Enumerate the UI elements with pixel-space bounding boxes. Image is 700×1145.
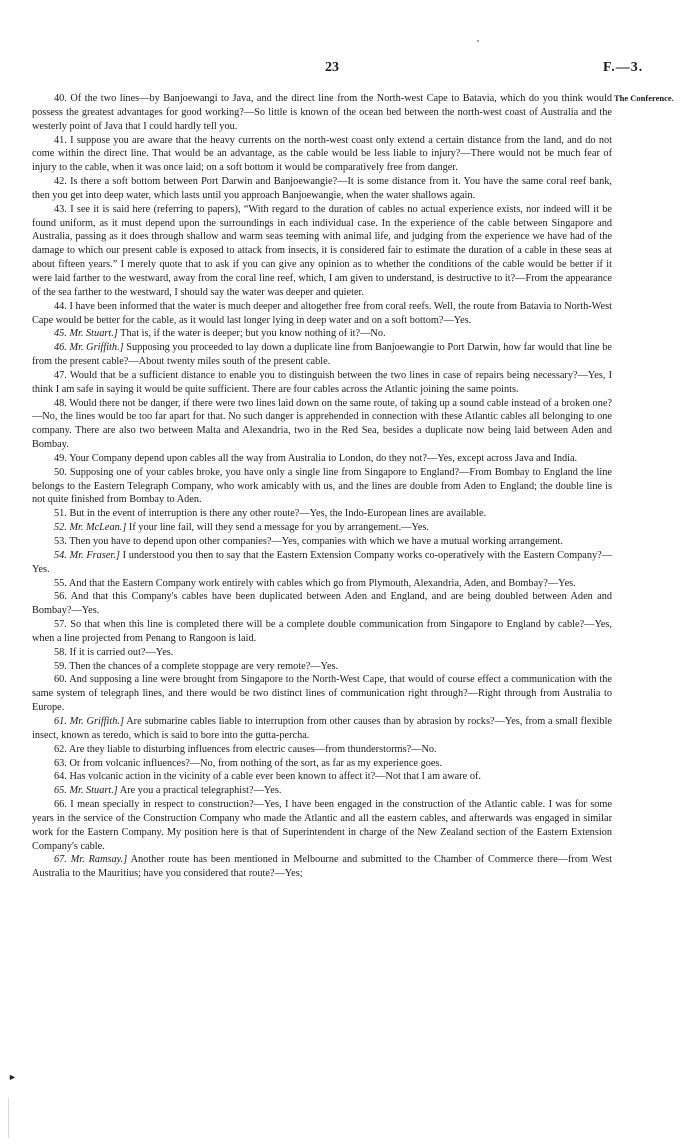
margin-note: The Conference. [614,93,674,103]
paragraph-65: 65. Mr. Stuart.] Are you a practical telegraphist?—Yes. [54,785,282,797]
paragraph-53: 53. Then you have to depend upon other companies?—Yes, companies with which we have a mutual working arrangement. [54,536,563,547]
paragraph-50: 50. Supposing one of your cables broke, you have only a single line from Singapore to England?—From Bombay to England the line belongs to the Eastern Telegraph Company, who work amicably with us, and the lines are double from Aden to England; the double line is not quite finished from Bombay to Aden. [32,466,612,506]
paragraph-61: 61. Mr. Griffith.] Are submarine cables liable to interruption from other causes than by abrasion by rocks?—Yes, from a small flexible insect, known as teredo, which is said to bore into the gutta-percha. [32,715,612,741]
page-dot-mark [477,40,479,42]
paragraph-48: 48. Would there not be danger, if there were two lines laid down on the same route, of taking up a sound cable instead of a broken one?—No, the lines would be too far apart for that. No such danger is apprehended in connection with these Atlantic cables all belonging to one company. There are also two between Malta and Alexandria, two in the Red Sea, besides a duplicate now being laid between Aden and Bombay. [32,397,612,451]
paragraph-62: 62. Are they liable to disturbing influences from electric causes—from thunderstorms?—No. [54,743,437,755]
paragraph-52: 52. Mr. McLean.] If your line fail, will they send a message for you by arrangement.—Yes. [54,522,429,534]
paragraph-47: 47. Would that be a sufficient distance to enable you to distinguish between the two lines in case of repairs being necessary?—Yes, I think I am safe in saying it would be quite sufficient. There are four cables across the Atlantic joining the same points. [32,369,612,395]
margin-arrow-icon: ► [8,1072,17,1082]
paragraph-51: 51. But in the event of interruption is there any other route?—Yes, the Indo-European lines are available. [54,508,487,520]
body-text [32,92,612,881]
paragraph-60: 60. And supposing a line were brought from Singapore to the North-West Cape, that would of course effect a communication with the same system of telegraph lines, and there would be two distinct lines of communication right through?—Right through from Australia to Europe. [32,674,612,714]
paragraph-40: 40. Of the two lines—by Banjoewangi to Java, and the direct line from the North-west Cape to Batavia, which do you think would possess the greatest advantages for good working?—So little is known of the ocean bed between the north-west coast of Australia and the westerly point of Java that I could hardly tell you. [32,93,612,132]
page-number: 23 [325,60,339,75]
margin-rule [8,1098,9,1138]
page-header [0,60,700,80]
paragraph-41: 41. I suppose you are aware that the heavy currents on the north-west coast only extend a certain distance from the land, and do not come within the direct line. That would be an advantage, as the cable would be less liable to injury?—There would not be much fear of injury to the cable, when it was once laid; on a soft bottom it would be comparatively free from danger. [32,134,612,174]
paragraph-56: 56. And that this Company's cables have been duplicated between Aden and England, and are being doubled between Aden and Bombay?—Yes. [32,591,612,617]
paragraph-67: 67. Mr. Ramsay.] Another route has been mentioned in Melbourne and submitted to the Chamber of Commerce there—from West Australia to the Mauritius; have you considered that route?—Yes; [32,854,613,880]
paragraph-43: 43. I see it is said here (referring to papers), “With regard to the duration of cables no actual experience exists, nor indeed will it be found uniform, as it must depend upon the surroundings in each individual case. In the experience of the cable between Singapore and Australia, passing as it does through shallow and warm seas teeming with animal life, and judging from the experience we have had of the damage to which our present cable is exposed to attack from insects, it is considered fair to estimate the duration of a cable in these seas at about fifteen years.” I merely quote that to ask if you can give any opinion as to whether the conditions of the cable would be better if it were laid farther to the westward, away from the coral line reef, which, I am given to understand, is destructive to it?—From the appearance of the sea farther to the westward, I should say the water was deeper and quieter. [32,203,612,298]
paragraph-63: 63. Or from volcanic influences?—No, from nothing of the sort, as far as my experience goes. [54,757,443,769]
paragraph-66: 66. I mean specially in respect to construction?—Yes, I have been engaged in the construction of the Atlantic cable. I was for some years in the service of the Construction Company who made the Atlantic and all the eastern cables, and afterwards was engaged in similar work for the Eastern Company. My position here is that of Superintendent in charge of the New Zealand section of the Eastern Extension Company's cable. [32,799,612,852]
paragraph-46: 46. Mr. Griffith.] Supposing you proceeded to lay down a duplicate line from Banjoewangie to Port Darwin, how far would that line be from the present cable?—About twenty miles south of the present cable. [32,342,612,368]
paragraph-54: 54. Mr. Fraser.] I understood you then to say that the Eastern Extension Company works co-operatively with the Eastern Company?—Yes. [32,549,612,575]
paragraph-55: 55. And that the Eastern Company work entirely with cables which go from Plymouth, Alexandria, Aden, and Bombay?—Yes. [54,577,576,589]
paragraph-42: 42. Is there a soft bottom between Port Darwin and Banjoewangie?—It is some distance from it. You have the same coral reef bank, then you get into deep water, which lasts until you approach Banjoewangie, when the water shallows again. [32,176,612,201]
paragraph-45: 45. Mr. Stuart.] That is, if the water is deeper; but you know nothing of it?—No. [54,328,386,340]
paragraph-64: 64. Has volcanic action in the vicinity of a cable ever been known to affect it?—Not that I am aware of. [54,771,481,783]
paragraph-44: 44. I have been informed that the water is much deeper and altogether free from coral reefs. Well, the route from Batavia to North-West Cape would be better for the cable, as it would last longer lying in deep water and on a soft bottom?—Yes. [32,300,612,326]
paragraph-49: 49. Your Company depend upon cables all the way from Australia to London, do they not?—Yes, except across Java and India. [54,452,578,464]
paragraph-59: 59. Then the chances of a complete stoppage are very remote?—Yes. [54,660,339,672]
paragraph-57: 57. So that when this line is completed there will be a complete double communication from Singapore to England by cable?—Yes, when a line projected from Penang to Rangoon is laid. [32,619,612,644]
series-reference: F.—3. [603,60,644,75]
paragraph-58: 58. If it is carried out?—Yes. [54,646,174,658]
